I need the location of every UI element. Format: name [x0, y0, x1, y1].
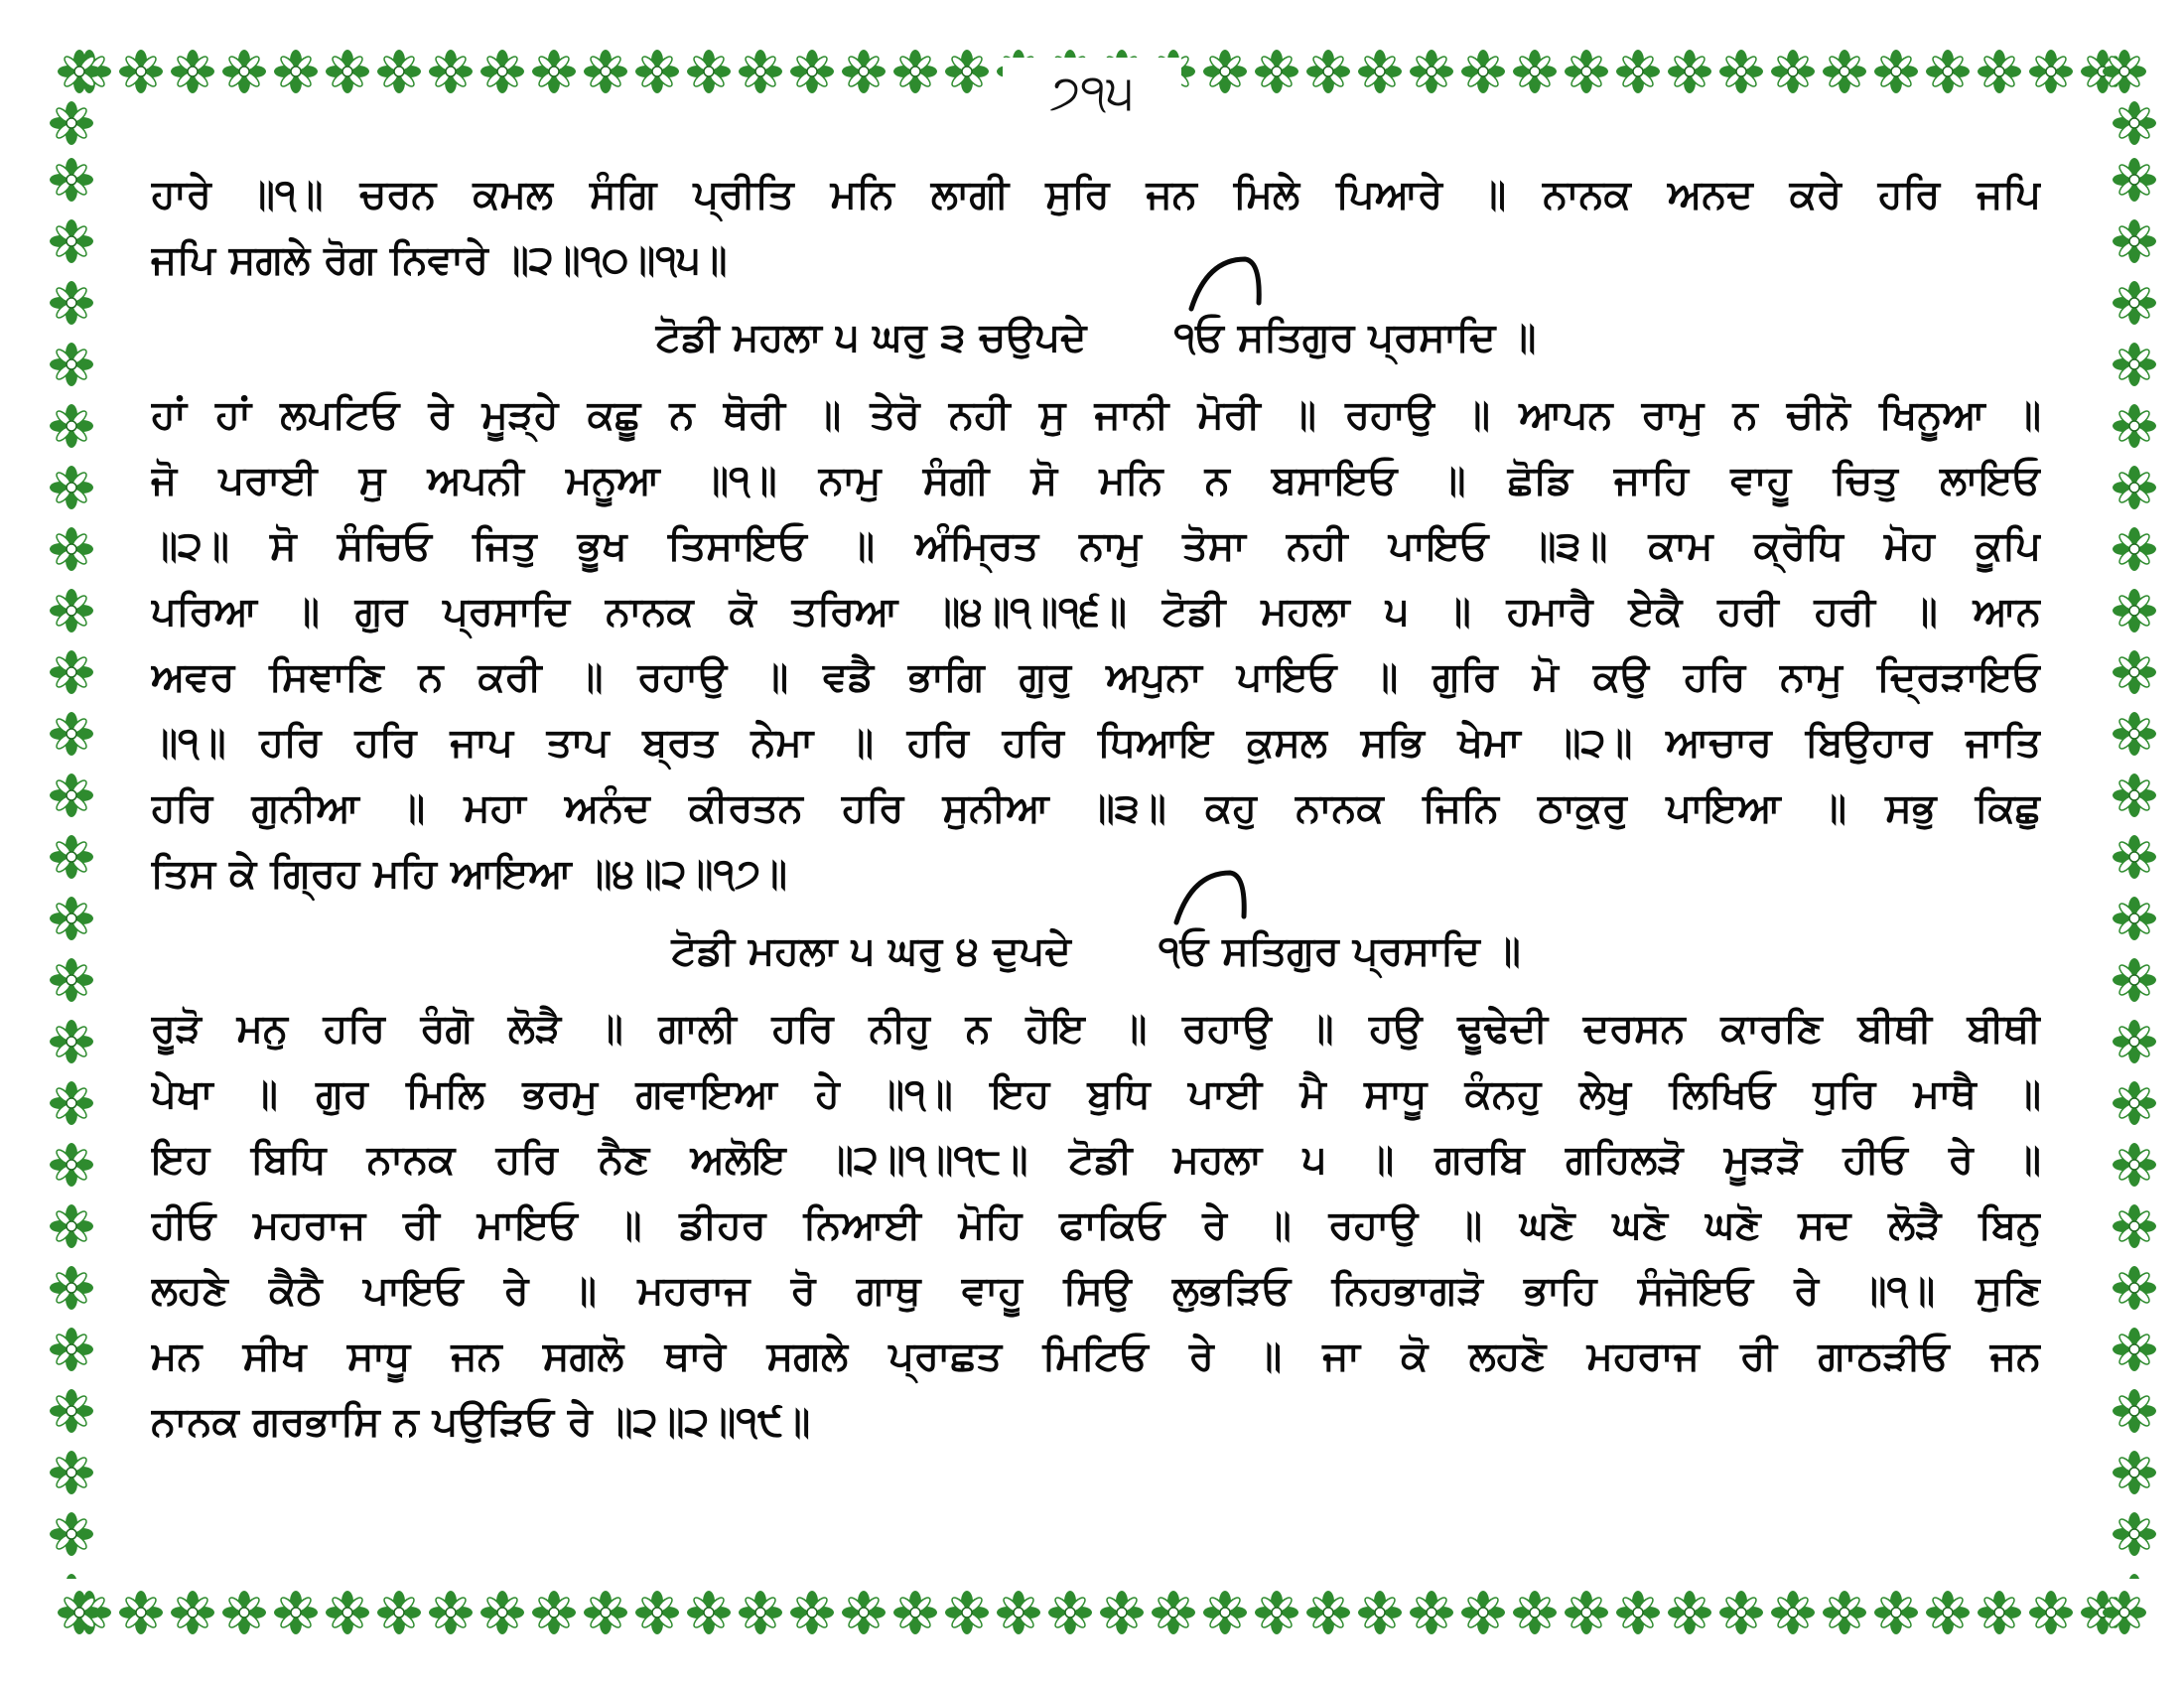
text-line: ਮਨ ਸੀਖ ਸਾਧੂ ਜਨ ਸਗਲੋ ਥਾਰੇ ਸਗਲੇ ਪ੍ਰਾਛਤ ਮਿਟਿਓ ਰੇ ॥ ਜਾ ਕੋ ਲਹਣੋ ਮਹਰਾਜ ਰੀ ਗਾਠੜੀਓ ਜਨ	[151, 1334, 2041, 1379]
text-line: ਅਵਰ ਸਿਞਾਣਿ ਨ ਕਰੀ ॥ ਰਹਾਉ ॥ ਵਡੈ ਭਾਗਿ ਗੁਰੁ ਅਪੁਨਾ ਪਾਇਓ ॥ ਗੁਰਿ ਮੋ ਕਉ ਹਰਿ ਨਾਮੁ ਦ੍ਰਿੜਾਇਓ	[151, 654, 2041, 700]
scripture-text	[151, 162, 2041, 1532]
section-heading	[151, 918, 2041, 984]
text-line: ਜੋ ਪਰਾਈ ਸੁ ਅਪਨੀ ਮਨੂਆ ॥੧॥ ਨਾਮੁ ਸੰਗੀ ਸੋ ਮਨਿ ਨ ਬਸਾਇਓ ॥ ਛੋਡਿ ਜਾਹਿ ਵਾਹੂ ਚਿਤੁ ਲਾਇਓ	[151, 458, 2041, 503]
ek-onkar-curve-icon	[1187, 253, 1267, 313]
text-line: ਲਹਣੇ ਕੈਠੈ ਪਾਇਓ ਰੇ ॥ ਮਹਰਾਜ ਰੋ ਗਾਥੁ ਵਾਹੂ ਸਿਉ ਲੁਭੜਿਓ ਨਿਹਭਾਗੜੋ ਭਾਹਿ ਸੰਜੋਇਓ ਰੇ ॥੧॥ ਸੁਣਿ	[151, 1268, 2041, 1314]
text-line: ॥੧॥ ਹਰਿ ਹਰਿ ਜਾਪ ਤਾਪ ਬ੍ਰਤ ਨੇਮਾ ॥ ਹਰਿ ਹਰਿ ਧਿਆਇ ਕੁਸਲ ਸਭਿ ਖੇਮਾ ॥੨॥ ਆਚਾਰ ਬਿਉਹਾਰ ਜਾਤਿ	[151, 720, 2041, 766]
text-line: ॥੨॥ ਸੋ ਸੰਚਿਓ ਜਿਤੁ ਭੂਖ ਤਿਸਾਇਓ ॥ ਅੰਮ੍ਰਿਤ ਨਾਮੁ ਤੋਸਾ ਨਹੀ ਪਾਇਓ ॥੩॥ ਕਾਮ ਕ੍ਰੋਧਿ ਮੋਹ ਕੂਪਿ	[151, 523, 2041, 569]
text-line: ਪਰਿਆ ॥ ਗੁਰ ਪ੍ਰਸਾਦਿ ਨਾਨਕ ਕੋ ਤਰਿਆ ॥੪॥੧॥੧੬॥ ਟੋਡੀ ਮਹਲਾ ੫ ॥ ਹਮਾਰੈ ਏਕੈ ਹਰੀ ਹਰੀ ॥ ਆਨ	[151, 589, 2041, 634]
heading-invocation: ੧ਓ ਸਤਿਗੁਰ ਪ੍ਰਸਾਦਿ ॥	[1173, 305, 1536, 370]
text-line: ਨਾਨਕ ਗਰਭਾਸਿ ਨ ਪਉੜਿਓ ਰੇ ॥੨॥੨॥੧੯॥	[151, 1399, 811, 1445]
ek-onkar-curve-icon	[1172, 867, 1252, 926]
text-line: ਪੇਖਾ ॥ ਗੁਰ ਮਿਲਿ ਭਰਮੁ ਗਵਾਇਆ ਹੇ ॥੧॥ ਇਹ ਬੁਧਿ ਪਾਈ ਮੈ ਸਾਧੂ ਕੰਨਹੁ ਲੇਖੁ ਲਿਖਿਓ ਧੁਰਿ ਮਾਥੈ ॥	[151, 1071, 2041, 1117]
text-line: ਇਹ ਬਿਧਿ ਨਾਨਕ ਹਰਿ ਨੈਣ ਅਲੋਇ ॥੨॥੧॥੧੮॥ ਟੋਡੀ ਮਹਲਾ ੫ ॥ ਗਰਬਿ ਗਹਿਲੜੋ ਮੂੜੜੋ ਹੀਓ ਰੇ ॥	[151, 1137, 2041, 1183]
section-heading	[151, 305, 2041, 370]
text-line: ਜਪਿ ਸਗਲੇ ਰੋਗ ਨਿਵਾਰੇ ॥੨॥੧੦॥੧੫॥	[151, 237, 728, 283]
text-line: ਹਾਰੇ ॥੧॥ ਚਰਨ ਕਮਲ ਸੰਗਿ ਪ੍ਰੀਤਿ ਮਨਿ ਲਾਗੀ ਸੁਰਿ ਜਨ ਮਿਲੇ ਪਿਆਰੇ ॥ ਨਾਨਕ ਅਨਦ ਕਰੇ ਹਰਿ ਜਪਿ	[151, 172, 2041, 217]
text-line: ਹਾਂ ਹਾਂ ਲਪਟਿਓ ਰੇ ਮੂੜ੍ਹੇ ਕਛੂ ਨ ਥੋਰੀ ॥ ਤੇਰੋ ਨਹੀ ਸੁ ਜਾਨੀ ਮੋਰੀ ॥ ਰਹਾਉ ॥ ਆਪਨ ਰਾਮੁ ਨ ਚੀਨੋ ਖਿਨੂਆ ॥	[151, 392, 2041, 438]
text-line: ਹਰਿ ਗੁਨੀਆ ॥ ਮਹਾ ਅਨੰਦ ਕੀਰਤਨ ਹਰਿ ਸੁਨੀਆ ॥੩॥ ਕਹੁ ਨਾਨਕ ਜਿਨਿ ਠਾਕੁਰੁ ਪਾਇਆ ॥ ਸਭੁ ਕਿਛੁ	[151, 785, 2041, 831]
heading-title: ਟੋਡੀ ਮਹਲਾ ੫ ਘਰੁ ੪ ਦੁਪਦੇ	[671, 928, 1071, 974]
text-line: ਹੀਓ ਮਹਰਾਜ ਰੀ ਮਾਇਓ ॥ ਡੀਹਰ ਨਿਆਈ ਮੋਹਿ ਫਾਕਿਓ ਰੇ ॥ ਰਹਾਉ ॥ ਘਣੋ ਘਣੋ ਘਣੋ ਸਦ ਲੋੜੈ ਬਿਨੁ	[151, 1202, 2041, 1248]
heading-invocation: ੧ਓ ਸਤਿਗੁਰ ਪ੍ਰਸਾਦਿ ॥	[1159, 918, 1521, 984]
text-line: ਤਿਸ ਕੇ ਗ੍ਰਿਹ ਮਹਿ ਆਇਆ ॥੪॥੨॥੧੭॥	[151, 851, 787, 897]
page-number: ੭੧੫	[1003, 58, 1181, 127]
heading-title: ਟੋਡੀ ਮਹਲਾ ੫ ਘਰੁ ੩ ਚਉਪਦੇ	[655, 315, 1087, 360]
text-line: ਰੂੜੋ ਮਨੁ ਹਰਿ ਰੰਗੋ ਲੋੜੈ ॥ ਗਾਲੀ ਹਰਿ ਨੀਹੁ ਨ ਹੋਇ ॥ ਰਹਾਉ ॥ ਹਉ ਢੂਢੇਦੀ ਦਰਸਨ ਕਾਰਣਿ ਬੀਥੀ ਬੀਥੀ	[151, 1006, 2041, 1052]
